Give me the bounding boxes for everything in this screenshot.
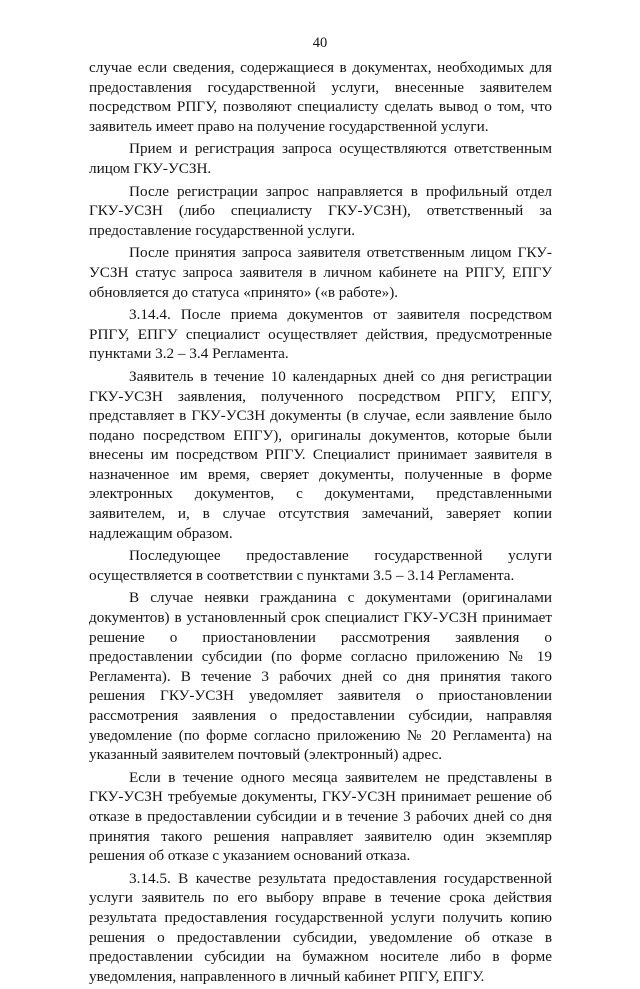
- paragraph-section-3-14-4: 3.14.4. После приема документов от заявителя посредством РПГУ, ЕПГУ специалист осуществляет действия, предусмотренные пунктами 3.2 – 3.4 Регламента.: [89, 306, 552, 363]
- document-body: [89, 58, 552, 989]
- paragraph-section-3-14-5: 3.14.5. В качестве результата предоставления государственной услуги заявитель по его выбору вправе в течение срока действия результата предоставления государственной услуги получить копию решения о предоставлении субсидии, уведомление об отказе в предоставлении субсидии на бумажном носителе либо в форме уведомления, направленного в личный кабинет РПГУ, ЕПГУ.: [89, 869, 552, 985]
- page-number: 40: [312, 35, 328, 51]
- paragraph: Заявитель в течение 10 календарных дней со дня регистрации ГКУ-УСЗН заявления, полученного посредством РПГУ, ЕПГУ, представляет в ГКУ-УСЗН документы (в случае, если заявление было подано посредством ЕПГУ), оригиналы документов, которые были внесены им посредством РПГУ. Специалист принимает заявителя в назначенное им время, сверяет документы, полученные в форме электронных документов, с документами, представленными заявителем, и, в случае отсутствия замечаний, заверяет копии надлежащим образом.: [89, 367, 552, 542]
- paragraph: Если в течение одного месяца заявителем не представлены в ГКУ-УСЗН требуемые документы, ГКУ-УСЗН принимает решение об отказе в предоставлении субсидии и в течение 3 рабочих дней со дня принятия такого решения направляет заявителю один экземпляр решения об отказе с указанием оснований отказа.: [89, 768, 552, 865]
- paragraph: Прием и регистрация запроса осуществляются ответственным лицом ГКУ-УСЗН.: [89, 140, 552, 177]
- paragraph: После регистрации запрос направляется в профильный отдел ГКУ-УСЗН (либо специалисту ГКУ-УСЗН), ответственный за предоставление государственной услуги.: [89, 182, 552, 239]
- paragraph: После принятия запроса заявителя ответственным лицом ГКУ-УСЗН статус запроса заявителя в личном кабинете на РПГУ, ЕПГУ обновляется до статуса «принято» («в работе»).: [89, 244, 552, 301]
- paragraph-continuation: случае если сведения, содержащиеся в документах, необходимых для предоставления государственной услуги, внесенные заявителем посредством РПГУ, позволяют специалисту сделать вывод о том, что заявитель имеет право на получение государственной услуги.: [89, 59, 552, 135]
- paragraph: Последующее предоставление государственной услуги осуществляется в соответствии с пунктами 3.5 – 3.14 Регламента.: [89, 547, 552, 584]
- paragraph: В случае неявки гражданина с документами (оригиналами документов) в установленный срок специалист ГКУ-УСЗН принимает решение о приостановлении рассмотрения заявления о предоставлении субсидии (по форме согласно приложению № 19 Регламента). В течение 3 рабочих дней со дня принятия такого решения ГКУ-УСЗН уведомляет заявителя о приостановлении рассмотрения заявления о предоставлении субсидии, направляя уведомление (по форме согласно приложению № 20 Регламента) на указанный заявителем почтовый (электронный) адрес.: [89, 589, 552, 764]
